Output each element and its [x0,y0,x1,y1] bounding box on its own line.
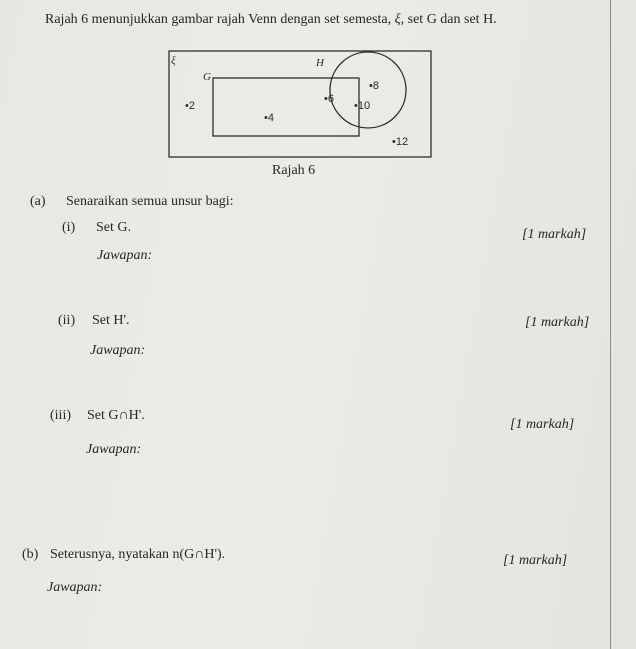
set-h-circle [330,52,406,128]
element-10: •10 [354,100,371,112]
xi-symbol: ξ [394,12,401,27]
intro-text-end: , set G dan set H. [400,12,497,27]
item-ii-marks: [1 markah] [525,315,590,330]
item-ii-answer-label: Jawapan: [90,343,146,358]
element-6: •6 [324,93,334,105]
set-g-label: G [203,71,211,83]
item-i-marks: [1 markah] [522,227,587,242]
part-b-text: Seterusnya, nyatakan n(G∩H'). [50,547,226,562]
page-edge-line [610,0,611,649]
item-i-answer-label: Jawapan: [97,248,153,263]
item-iii-number: (iii) [50,408,71,423]
part-b-answer-label: Jawapan: [47,580,103,595]
element-12: •12 [392,136,409,148]
item-i-number: (i) [62,220,76,235]
item-iii-text: Set G∩H'. [87,408,145,423]
item-iii-marks: [1 markah] [510,417,575,432]
venn-diagram [168,50,432,158]
item-ii-text: Set H'. [92,313,130,328]
item-iii-answer-label: Jawapan: [86,442,142,457]
element-4: •4 [264,112,274,124]
part-a-label: (a) [30,194,46,209]
intro-text-start: Rajah 6 menunjukkan gambar rajah Venn dengan set semesta, [45,12,392,27]
part-b-marks: [1 markah] [503,553,568,568]
set-g-rectangle [213,78,359,136]
part-b-label: (b) [22,547,39,562]
part-a-instruction: Senaraikan semua unsur bagi: [66,194,234,209]
element-2: •2 [185,100,195,112]
item-ii-number: (ii) [58,313,76,328]
set-h-label: H [316,57,324,69]
element-8: •8 [369,80,379,92]
question-intro [45,12,497,28]
figure-caption: Rajah 6 [272,163,316,178]
item-i-text: Set G. [96,220,131,235]
universal-label: ξ [171,55,176,67]
